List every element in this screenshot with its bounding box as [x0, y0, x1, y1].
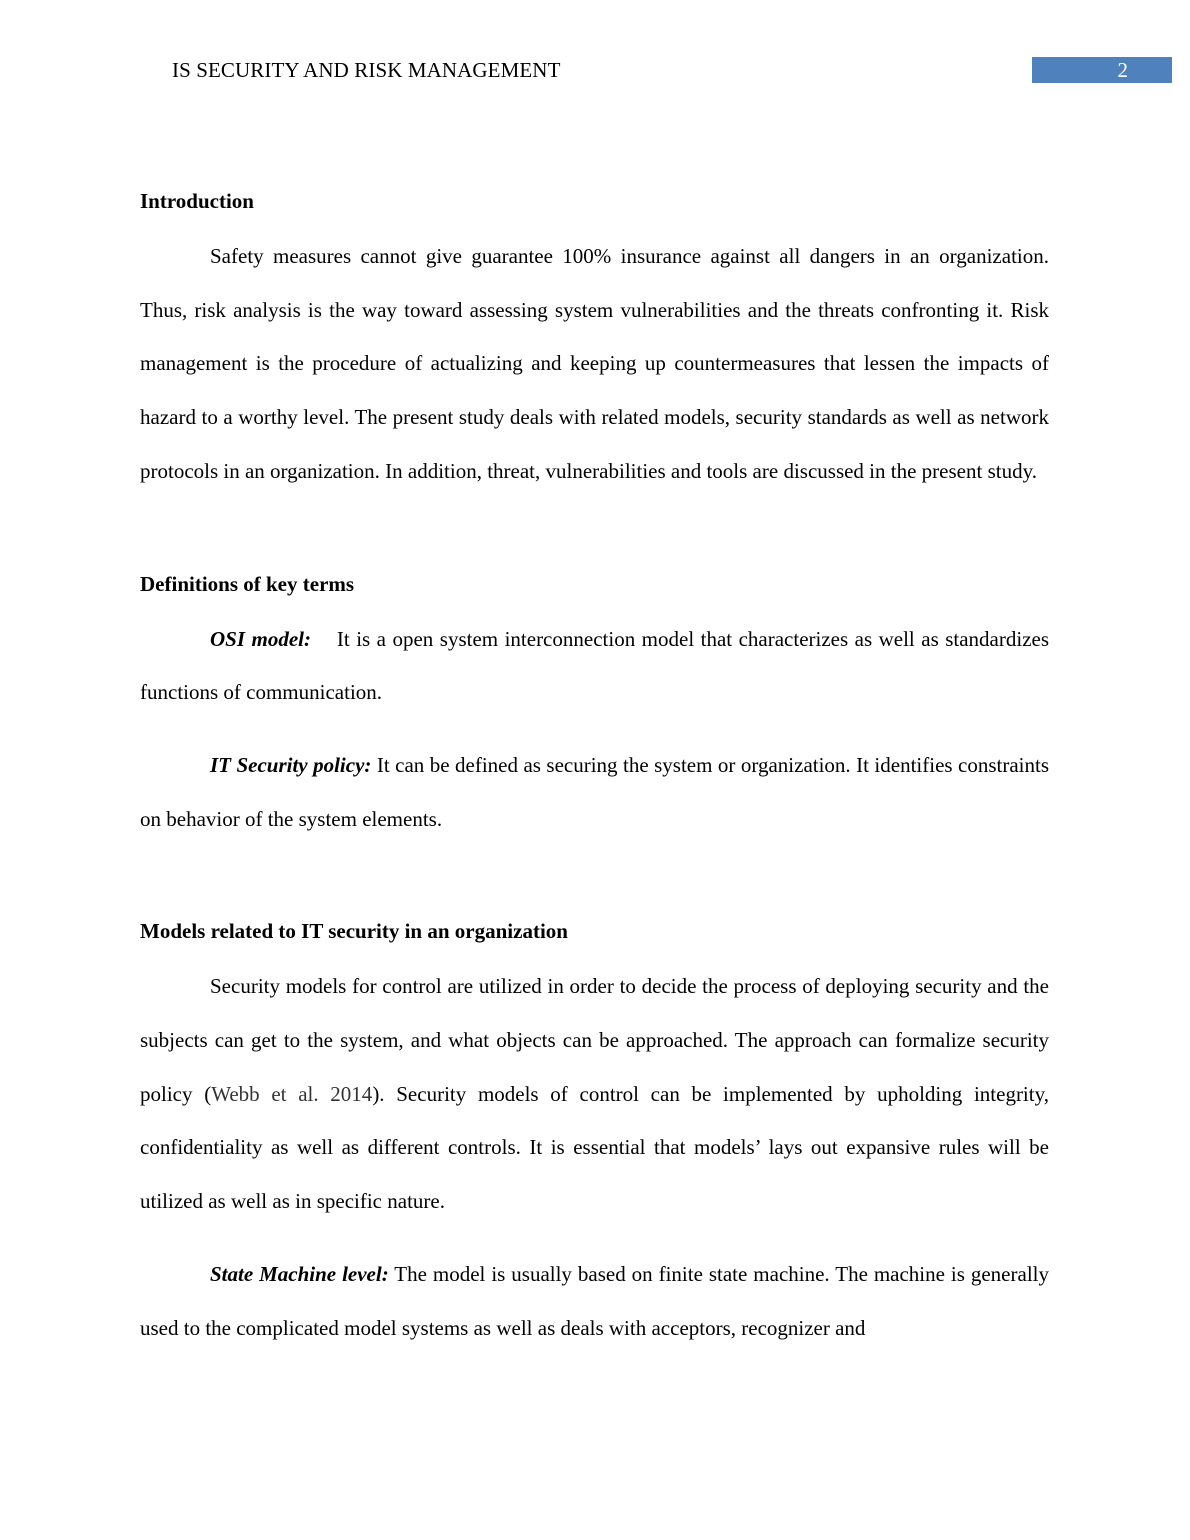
definition-osi-model: It is a open system interconnection model that characterizes as well as standardizes functions of communication. [140, 626, 1050, 705]
models-text-part-2: ). Security models of control can be implemented by upholding integrity, confidentiality as well as different controls. It is essential that models’ lays out expansive rules will be utilized as well as in specific nature. [140, 1081, 1049, 1214]
definition-it-security-policy: It can be defined as securing the system or organization. It identifies constraints on behavior of the system elements. [140, 752, 1050, 831]
running-head: IS SECURITY AND RISK MANAGEMENT [172, 58, 561, 82]
document-body [140, 186, 1049, 1355]
paragraph-osi-model [140, 613, 1049, 720]
heading-definitions: Definitions of key terms [140, 571, 355, 596]
term-it-security-policy: IT Security policy: [210, 752, 372, 777]
citation-webb-2014: Webb et al. 2014 [211, 1081, 373, 1106]
paragraph-security-models [140, 960, 1049, 1229]
term-osi-model: OSI model: [210, 626, 311, 651]
heading-introduction: Introduction [140, 189, 254, 213]
paragraph-it-security-policy [140, 739, 1049, 846]
paragraph-introduction: Safety measures cannot give guarantee 100% insurance against all dangers in an organization. Thus, risk analysis is the way toward assessing system vulnerabilities and the threats confronting it. Risk management is the procedure of actualizing and keeping up countermeasures that lessen the impacts of hazard to a worthy level. The present study deals with related models, security standards as well as network protocols in an organization. In addition, threat, vulnerabilities and tools are discussed in the present study. [140, 244, 1049, 483]
definition-state-machine-level: The model is usually based on finite state machine. The machine is generally used to the complicated model systems as well as deals with acceptors, recognizer and [140, 1261, 1049, 1340]
models-text-part-1: Security models for control are utilized in order to decide the process of deploying security and the subjects can get to the system, and what objects can be approached. The approach can formalize security policy ( [140, 974, 1049, 1106]
term-state-machine-level: State Machine level: [210, 1261, 389, 1286]
heading-models: Models related to IT security in an organization [140, 919, 568, 944]
page-number: 2 [1032, 57, 1172, 83]
paragraph-state-machine [140, 1248, 1049, 1355]
